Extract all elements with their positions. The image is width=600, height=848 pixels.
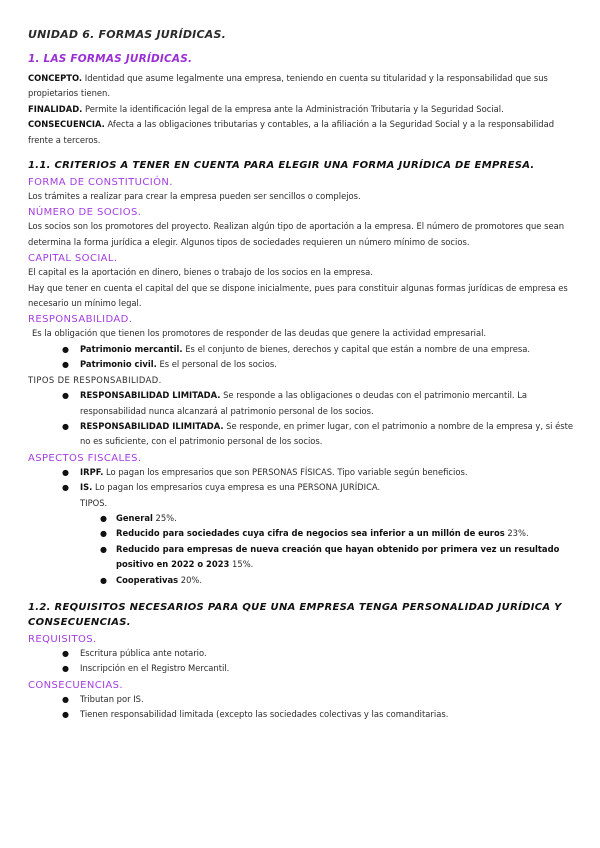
list-item-text: Lo pagan los empresarios cuya empresa es una PERSONA JURÍDICA. <box>92 482 381 493</box>
finalidad-paragraph <box>28 102 576 117</box>
concepto-label: CONCEPTO. <box>28 73 83 83</box>
list-item <box>116 542 576 573</box>
responsabilidad-heading: RESPONSABILIDAD. <box>28 314 133 326</box>
patrimonio-list <box>28 342 576 373</box>
capital-text-2: Hay que tener en cuenta el capital del que se dispone inicialmente, pues para constituir algunas formas jurídicas de empresa es necesario un mínimo legal. <box>28 282 568 309</box>
capital-heading: CAPITAL SOCIAL. <box>28 253 118 265</box>
requisitos-list <box>28 646 576 677</box>
list-item-label: Patrimonio mercantil. <box>80 343 183 354</box>
list-item <box>80 480 576 495</box>
consecuencia-paragraph <box>28 117 576 148</box>
section-1-1-heading: 1.1. CRITERIOS A TENER EN CUENTA PARA ELEGIR UNA FORMA JURÍDICA DE EMPRESA. <box>28 160 535 172</box>
list-item: ● Tributan por IS. <box>80 692 576 707</box>
list-item <box>116 511 576 526</box>
list-item-label: Reducido para sociedades cuya cifra de negocios sea inferior a un millón de euros <box>116 528 505 539</box>
tipos-responsabilidad-list <box>28 388 576 450</box>
list-item-label: RESPONSABILIDAD ILIMITADA. <box>80 420 224 431</box>
list-item-label: General <box>116 512 153 523</box>
list-item-text: 20%. <box>178 574 203 585</box>
list-item-text: 23%. <box>504 528 529 539</box>
list-item <box>116 526 576 541</box>
list-item <box>80 388 576 419</box>
consecuencias-heading: CONSECUENCIAS. <box>28 679 123 691</box>
list-item <box>80 357 576 372</box>
list-item-label: Reducido para empresas de nueva creación que hayan obtenido por primera vez un resultado positivo en 2022 o 2023 <box>116 543 560 570</box>
consecuencia-label: CONSECUENCIA. <box>28 119 105 130</box>
list-item-label: RESPONSABILIDAD LIMITADA. <box>80 390 221 401</box>
list-item-text: Se responde, en primer lugar, con el patrimonio a nombre de la empresa y, si éste no es suficiente, con el patrimonio personal de los socios. <box>80 420 574 447</box>
list-item-label: IS. <box>80 482 93 493</box>
tipos-responsabilidad-heading: TIPOS DE RESPONSABILIDAD. <box>28 374 162 385</box>
list-item <box>80 465 576 480</box>
list-item: ● Inscripción en el Registro Mercantil. <box>80 661 576 676</box>
responsabilidad-text: Es la obligación que tienen los promotores de responder de las deudas que genere la actividad empresarial. <box>32 328 487 339</box>
list-item-text: Es el conjunto de bienes, derechos y capital que están a nombre de una empresa. <box>182 343 531 354</box>
list-item-label: Patrimonio civil. <box>80 359 157 370</box>
socios-heading: NÚMERO DE SOCIOS. <box>28 207 142 219</box>
list-item-text: Lo pagan los empresarios que son PERSONAS FÍSICAS. Tipo variable según beneficios. <box>103 466 468 477</box>
aspectos-fiscales-heading: ASPECTOS FISCALES. <box>28 452 142 464</box>
page-title: UNIDAD 6. FORMAS JURÍDICAS. <box>28 28 226 41</box>
list-item-text: 15%. <box>229 559 254 570</box>
capital-text-1: El capital es la aportación en dinero, bienes o trabajo de los socios en la empresa. <box>28 267 373 278</box>
section-1-heading: 1. LAS FORMAS JURÍDICAS. <box>28 53 193 65</box>
forma-text: Los trámites a realizar para crear la empresa pueden ser sencillos o complejos. <box>28 191 361 202</box>
list-item <box>80 419 576 450</box>
list-item: ● Tienen responsabilidad limitada (excepto las sociedades colectivas y las comanditarias. <box>80 707 576 722</box>
list-item-text: Se responde a las obligaciones o deudas con el patrimonio mercantil. La responsabilidad nunca alcanzará al patrimonio personal de los socios. <box>80 390 528 416</box>
consecuencia-text: Afecta a las obligaciones tributarias y contables, a la afiliación a la Seguridad Social y a la responsabilidad frente a terceros. <box>28 119 555 145</box>
tipos-label: TIPOS. <box>80 497 108 508</box>
forma-heading: FORMA DE CONSTITUCIÓN. <box>28 177 173 189</box>
finalidad-text: Permite la identificación legal de la empresa ante la Administración Tributaria y la Seguridad Social. <box>82 103 504 114</box>
list-item-label: Cooperativas <box>116 574 179 585</box>
concepto-paragraph <box>28 71 576 102</box>
list-item-label: IRPF. <box>80 466 104 477</box>
list-item <box>80 342 576 357</box>
requisitos-heading: REQUISITOS. <box>28 633 97 645</box>
concepto-text: Identidad que asume legalmente una empresa, teniendo en cuenta su titularidad y la responsabilidad que sus propietarios tienen. <box>28 73 548 99</box>
list-item: ● Escritura pública ante notario. <box>80 646 576 661</box>
tipos-impositivos-list <box>28 511 576 588</box>
section-1-2-heading: 1.2. REQUISITOS NECESARIOS PARA QUE UNA EMPRESA TENGA PERSONALIDAD JURÍDICA Y CONSECUENCIAS. <box>28 601 562 628</box>
list-item-text: 25%. <box>152 512 177 523</box>
fiscal-list <box>28 465 576 496</box>
finalidad-label: FINALIDAD. <box>28 103 83 114</box>
socios-text: Los socios son los promotores del proyecto. Realizan algún tipo de aportación a la empresa. El número de promotores que sean determina la forma jurídica a elegir. Algunos tipos de sociedades requieren un número mínimo de socios. <box>28 221 565 247</box>
list-item-text: Es el personal de los socios. <box>156 359 277 370</box>
consecuencias-list <box>28 692 576 723</box>
list-item <box>116 573 576 588</box>
